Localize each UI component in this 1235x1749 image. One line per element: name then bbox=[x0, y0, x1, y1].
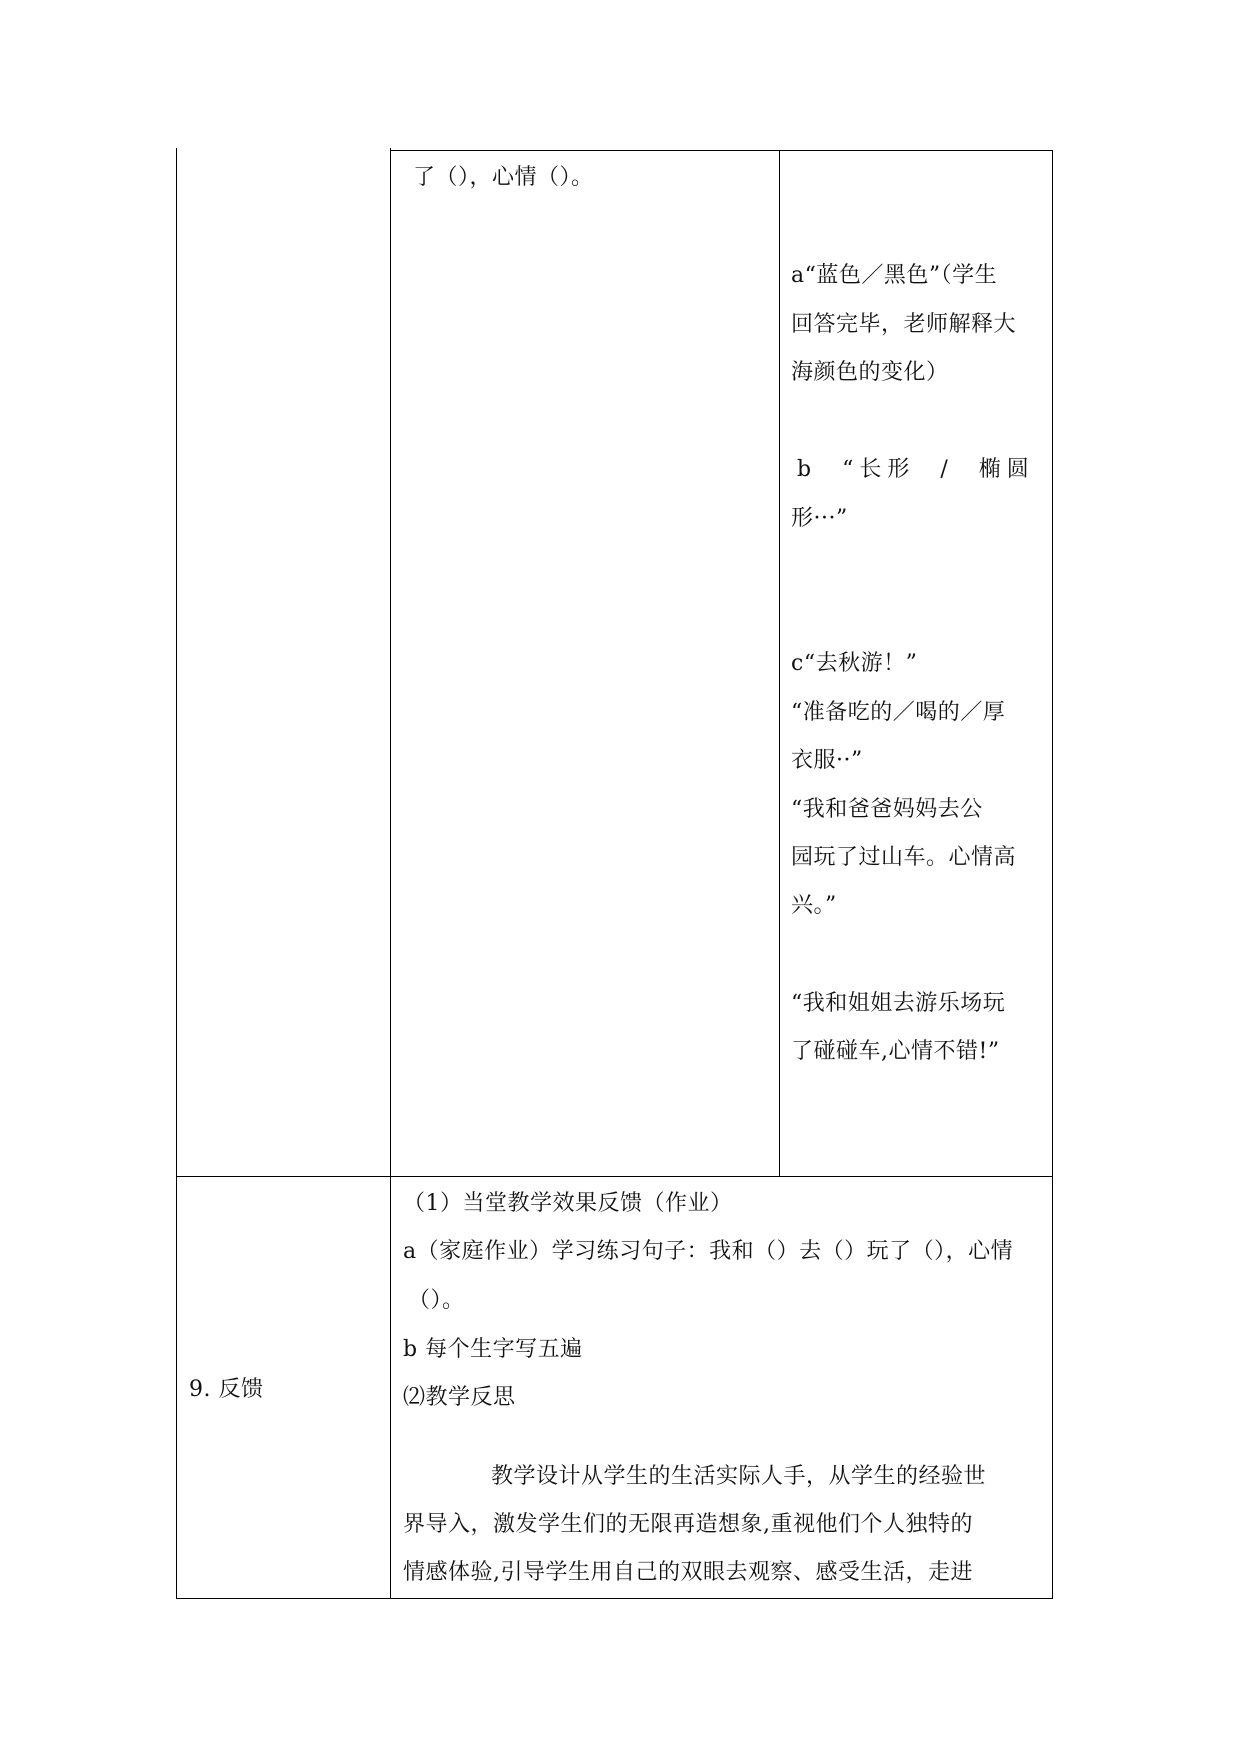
homework-a-line-1: a（家庭作业）学习练习句子：我和（）去（）玩了（），心情 bbox=[403, 1239, 1014, 1264]
reflection-line-2: 界导入，激发学生们的无限再造想象,重视他们个人独特的 bbox=[403, 1512, 973, 1537]
column-divider-2 bbox=[779, 150, 780, 1176]
answer-d-line-1: “我和姐姐去游乐场玩 bbox=[791, 991, 1006, 1016]
table-right-border bbox=[1052, 150, 1053, 1598]
feedback-heading-1: （1）当堂教学效果反馈（作业） bbox=[403, 1191, 733, 1216]
answer-a-line-2: 回答完毕，老师解释大 bbox=[791, 312, 1017, 337]
answer-d-line-2: 了碰碰车,心情不错!” bbox=[791, 1039, 1000, 1064]
sentence-pattern-line: 了（），心情（）。 bbox=[413, 165, 594, 190]
reflection-line-3: 情感体验,引导学生用自己的双眼去观察、感受生活，走进 bbox=[403, 1560, 973, 1585]
homework-a-line-2: （）。 bbox=[408, 1288, 465, 1313]
homework-b: b 每个生字写五遍 bbox=[403, 1337, 583, 1362]
answer-a-line-3: 海颜色的变化） bbox=[791, 360, 949, 385]
answer-c-line-3: 衣服··” bbox=[791, 748, 863, 773]
answer-c-line-5: 园玩了过山车。心情高 bbox=[791, 845, 1017, 870]
answer-b-line-2: 形···” bbox=[791, 506, 848, 531]
column-divider-1 bbox=[390, 148, 391, 1598]
answer-c-line-6: 兴。” bbox=[791, 893, 837, 918]
answer-c-line-1: c“去秋游！” bbox=[791, 651, 918, 676]
table-top-border bbox=[390, 150, 1053, 151]
row-divider bbox=[176, 1176, 1053, 1177]
answer-c-line-4: “我和爸爸妈妈去公 bbox=[791, 797, 983, 822]
table-bottom-border bbox=[176, 1598, 1053, 1599]
answer-b-line-1: b “长形 / 椭圆 bbox=[797, 457, 1035, 482]
feedback-heading-2: ⑵教学反思 bbox=[403, 1385, 516, 1410]
reflection-line-1: 教学设计从学生的生活实际人手，从学生的经验世 bbox=[491, 1464, 987, 1489]
answer-a-line-1: a“蓝色／黑色”（学生 bbox=[791, 263, 998, 288]
row-label-feedback: 9. 反馈 bbox=[189, 1377, 264, 1402]
answer-c-line-2: “准备吃的／喝的／厚 bbox=[791, 700, 1006, 725]
table-left-border bbox=[176, 148, 177, 1598]
